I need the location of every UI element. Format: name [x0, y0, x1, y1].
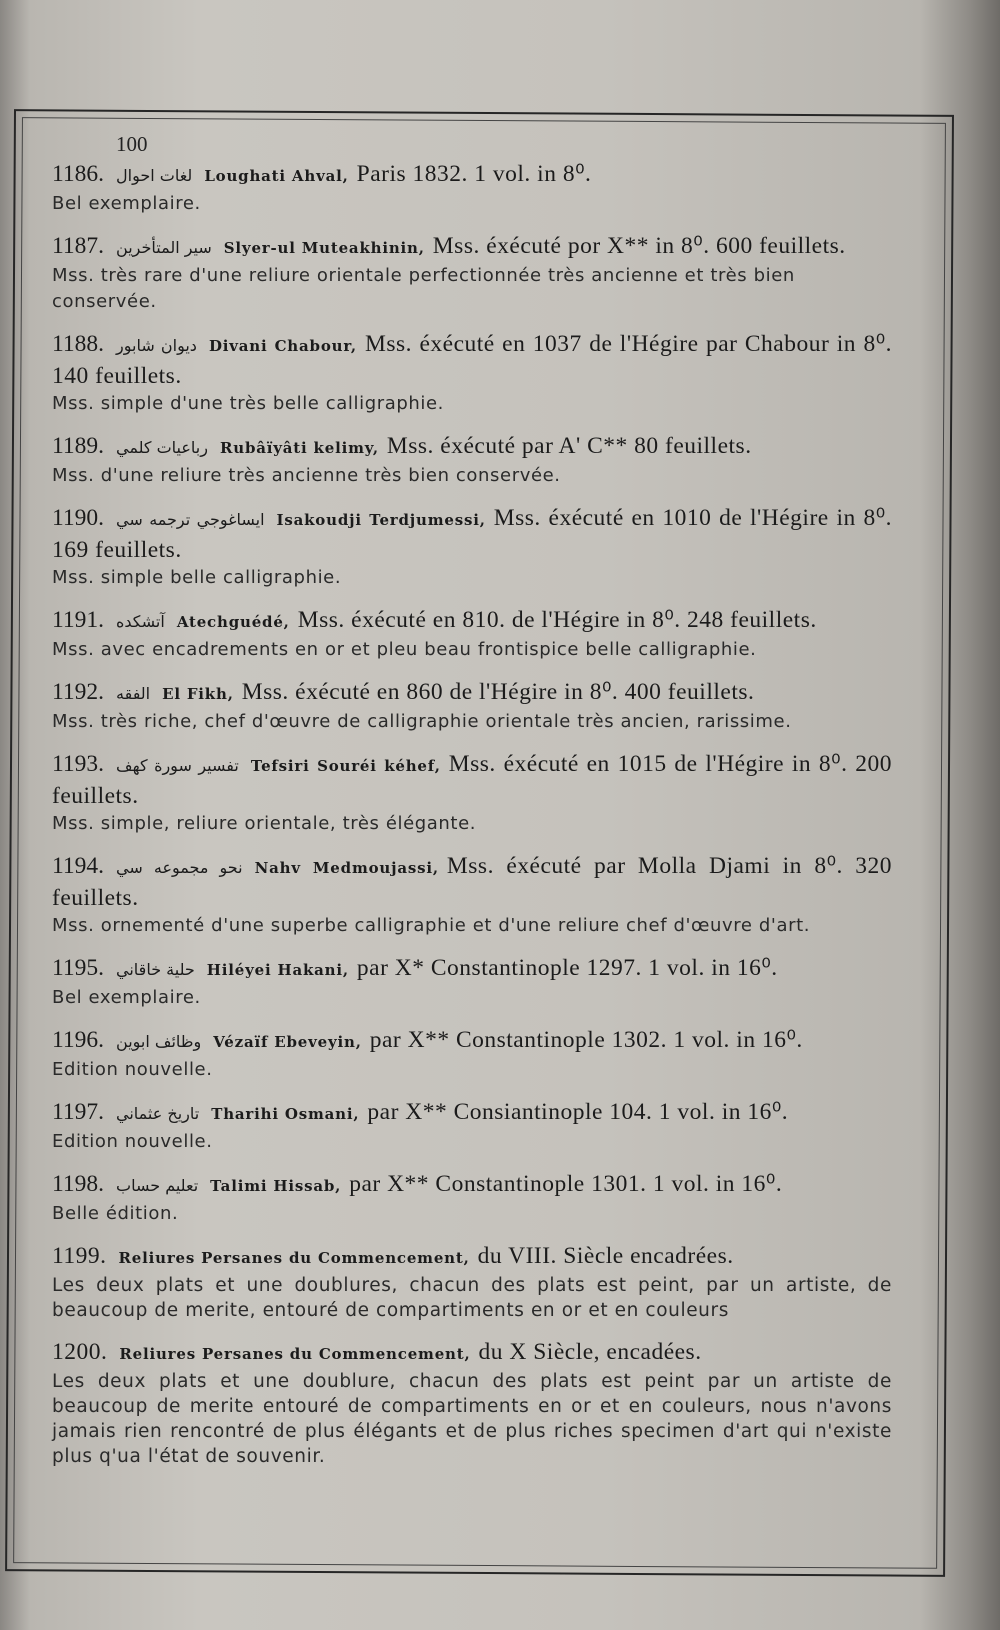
catalog-page — [52, 132, 892, 1483]
entry-description: Edition nouvelle. — [52, 1131, 213, 1152]
entry-details: par X* Constantinople 1297. 1 vol. in 16⁰. — [356, 955, 778, 981]
entry-transliterated-title: Talimi Hissab, — [210, 1177, 342, 1195]
entry-description: Edition nouvelle. — [52, 1059, 213, 1080]
catalog-entry — [52, 605, 892, 663]
entry-number: 1198. — [52, 1171, 105, 1197]
entry-transliterated-title: Rubâïyâti kelimy, — [219, 439, 379, 457]
entry-heading — [52, 431, 892, 463]
entry-number: 1199. — [52, 1243, 107, 1269]
entry-heading — [52, 1097, 892, 1129]
entry-details: Mss. éxécuté par A' C** 80 feuillets. — [386, 433, 752, 459]
entry-number: 1194. — [52, 853, 105, 879]
entry-number: 1193. — [52, 751, 105, 777]
entry-transliterated-title: Slyer-ul Muteakhinin, — [223, 239, 425, 257]
entry-arabic-title: تفسير سورة كهف — [116, 756, 239, 775]
entry-description: Mss. simple, reliure orientale, très élégante. — [52, 813, 477, 834]
entry-description: Mss. simple d'une très belle calligraphie. — [52, 393, 445, 414]
entry-number: 1192. — [52, 679, 105, 705]
catalog-entry — [52, 1241, 892, 1323]
entry-heading — [52, 1241, 892, 1273]
entry-arabic-title: تاريخ عثماني — [116, 1104, 200, 1123]
catalog-entry — [52, 159, 892, 217]
entry-transliterated-title: Nahv Medmoujassi, — [254, 859, 439, 877]
entry-arabic-title: لغات احوال — [116, 166, 193, 185]
entry-transliterated-title: Reliures Persanes du Commencement, — [118, 1249, 470, 1267]
entry-arabic-title: تعليم حساب — [116, 1176, 199, 1195]
catalog-entry — [52, 677, 892, 735]
entry-description: Mss. ornementé d'une superbe calligraphie et d'une reliure chef d'œuvre d'art. — [52, 915, 811, 936]
entry-transliterated-title: Reliures Persanes du Commencement, — [119, 1345, 471, 1363]
catalog-entry — [52, 329, 892, 417]
entry-details: Mss. éxécuté par Molla Djami in 8⁰. 320 feuillets. — [52, 853, 893, 911]
entry-number: 1195. — [52, 955, 105, 981]
entry-arabic-title: حلية خاقاني — [116, 960, 195, 979]
entry-number: 1191. — [52, 607, 105, 633]
entry-arabic-title: رباعيات كلمي — [116, 438, 208, 457]
catalog-entry — [52, 1025, 892, 1083]
entry-number: 1188. — [52, 331, 105, 357]
catalog-entry — [52, 503, 892, 591]
entry-transliterated-title: Tharihi Osmani, — [211, 1105, 360, 1123]
entry-arabic-title: سير المتأخرين — [116, 238, 212, 257]
entry-number: 1187. — [52, 233, 105, 259]
entry-description: Les deux plats et une doublures, chacun des plats est peint, par un artiste, de beaucoup de merite, entouré de compartiments en or et en couleurs — [52, 1275, 892, 1321]
entry-transliterated-title: Hiléyei Hakani, — [206, 961, 349, 979]
entry-description: Les deux plats et une doublure, chacun des plats est peint par un artiste de beaucoup de merite entouré de compartiments en or et en couleurs, nous n'avons jamais rien rencontré de plus élégants et de plus riches specimen d'art qui n'existe plus q'ua l'état de souvenir. — [52, 1371, 892, 1467]
entry-details: Mss. éxécuté por X** in 8⁰. 600 feuillets. — [432, 233, 846, 259]
entry-heading — [52, 851, 892, 913]
entry-description: Mss. très riche, chef d'œuvre de calligraphie orientale très ancien, rarissime. — [52, 711, 792, 732]
entry-details: du X Siècle, encadées. — [478, 1339, 702, 1365]
entry-heading — [52, 1337, 892, 1369]
entry-number: 1189. — [52, 433, 105, 459]
catalog-entries — [52, 159, 892, 1469]
catalog-entry — [52, 851, 892, 939]
entry-details: Mss. éxécuté en 1010 de l'Hégire in 8⁰. 169 feuillets. — [52, 505, 892, 563]
entry-transliterated-title: Isakoudji Terdjumessi, — [276, 511, 486, 529]
catalog-entry — [52, 1169, 892, 1227]
catalog-entry — [52, 231, 892, 315]
entry-number: 1190. — [52, 505, 105, 531]
entry-number: 1200. — [52, 1339, 108, 1365]
entry-description: Bel exemplaire. — [52, 987, 201, 1008]
entry-arabic-title: آتشكده — [116, 612, 165, 631]
entry-details: Mss. éxécuté en 810. de l'Hégire in 8⁰. 248 feuillets. — [297, 607, 817, 633]
entry-transliterated-title: Loughati Ahval, — [204, 167, 349, 185]
catalog-entry — [52, 953, 892, 1011]
entry-details: Mss. éxécuté en 860 de l'Hégire in 8⁰. 400 feuillets. — [241, 679, 755, 705]
catalog-entry — [52, 1097, 892, 1155]
entry-arabic-title: الفقه — [116, 684, 151, 703]
entry-description: Mss. simple belle calligraphie. — [52, 567, 342, 588]
entry-heading — [52, 329, 892, 391]
catalog-entry — [52, 749, 892, 837]
entry-details: Mss. éxécuté en 1037 de l'Hégire par Chabour in 8⁰. 140 feuillets. — [52, 331, 893, 389]
entry-details: par X** Consiantinople 104. 1 vol. in 16⁰. — [367, 1099, 789, 1125]
entry-transliterated-title: Tefsiri Souréi kéhef, — [250, 757, 441, 775]
entry-arabic-title: ايساغوجي ترجمه سي — [116, 510, 265, 529]
catalog-entry — [52, 1337, 892, 1469]
entry-transliterated-title: El Fikh, — [162, 685, 234, 703]
entry-number: 1196. — [52, 1027, 105, 1053]
entry-details: du VIII. Siècle encadrées. — [477, 1243, 734, 1269]
entry-description: Mss. très rare d'une reliure orientale perfectionnée très ancienne et très bien conservée. — [52, 265, 795, 312]
entry-heading — [52, 1025, 892, 1057]
entry-transliterated-title: Vézaïf Ebeveyin, — [213, 1033, 362, 1051]
entry-number: 1197. — [52, 1099, 105, 1125]
entry-heading — [52, 749, 892, 811]
entry-details: Paris 1832. 1 vol. in 8⁰. — [356, 161, 592, 187]
entry-details: par X** Constantinople 1301. 1 vol. in 16⁰. — [349, 1171, 783, 1197]
entry-heading — [52, 1169, 892, 1201]
entry-description: Bel exemplaire. — [52, 193, 201, 214]
entry-heading — [52, 953, 892, 985]
catalog-entry — [52, 431, 892, 489]
entry-details: Mss. éxécuté en 1015 de l'Hégire in 8⁰. 200 feuillets. — [52, 751, 893, 809]
entry-heading — [52, 231, 892, 263]
entry-heading — [52, 605, 892, 637]
entry-heading — [52, 159, 892, 191]
entry-heading — [52, 503, 892, 565]
entry-description: Mss. d'une reliure très ancienne très bien conservée. — [52, 465, 561, 486]
entry-transliterated-title: Atechguédé, — [176, 613, 290, 631]
page-number: 100 — [116, 132, 148, 156]
entry-transliterated-title: Divani Chabour, — [208, 337, 357, 355]
entry-description: Belle édition. — [52, 1203, 179, 1224]
entry-details: par X** Constantinople 1302. 1 vol. in 16⁰. — [369, 1027, 803, 1053]
entry-number: 1186. — [52, 161, 105, 187]
entry-heading — [52, 677, 892, 709]
entry-description: Mss. avec encadrements en or et pleu beau frontispice belle calligraphie. — [52, 639, 757, 660]
entry-arabic-title: ديوان شابور — [116, 336, 197, 355]
entry-arabic-title: نحو مجموعه سي — [116, 858, 243, 877]
entry-arabic-title: وظائف ابوين — [116, 1032, 202, 1051]
